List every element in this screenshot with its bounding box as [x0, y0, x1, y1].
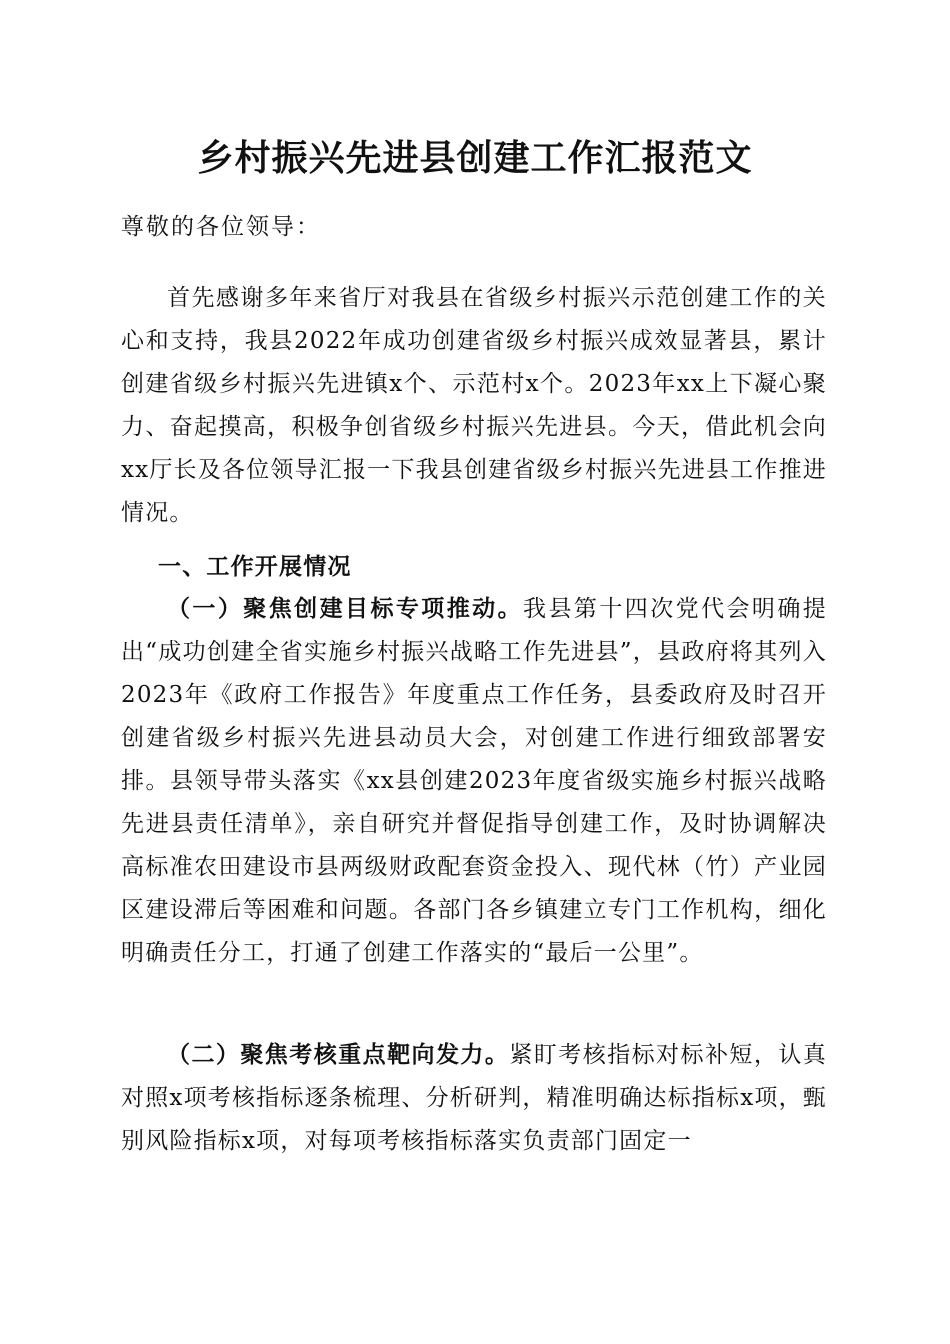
subsection-body-2: 紧盯考核指标对标补短，认真对照x项考核指标逐条梳理、分析研判，精准明确达标指标x项，甄别风险指标x项，对每项考核指标落实负责部门固定一: [121, 1042, 827, 1154]
salutation: 尊敬的各位领导：: [121, 214, 321, 240]
subsection-lead-1: （一）聚焦创建目标专项推动。: [167, 595, 524, 622]
subsection-body-1: 我县第十四次党代会明确提出“成功创建全省实施乡村振兴战略工作先进县”，县政府将其列入2023年《政府工作报告》年度重点工作任务，县委政府及时召开创建省级乡村振兴先进县动员大会，对创建工作进行细致部署安排。县领导带头落实《xx县创建2023年度省级实施乡村振兴战略先进县责任清单》，亲自研究并督促指导创建工作，及时协调解决高标准农田建设市县两级财政配套资金投入、现代林（竹）产业园区建设滞后等困难和问题。各部门各乡镇建立专门工作机构，细化明确责任分工，打通了创建工作落实的“最后一公里”。: [121, 596, 827, 966]
intro-paragraph: 首先感谢多年来省厅对我县在省级乡村振兴示范创建工作的关心和支持，我县2022年成功创建省级乡村振兴成效显著县，累计创建省级乡村振兴先进镇x个、示范村x个。2023年xx上下凝心聚力、奋起摸高，积极争创省级乡村振兴先进县。今天，借此机会向xx厅长及各位领导汇报一下我县创建省级乡村振兴先进县工作推进情况。: [121, 285, 827, 526]
subsection-lead-2: （二）聚焦考核重点靶向发力。: [167, 1041, 510, 1068]
section-heading-1: 一、工作开展情况: [158, 554, 352, 580]
subsection-paragraph-1: [121, 587, 827, 975]
document-title: 乡村振兴先进县创建工作汇报范文: [197, 137, 753, 179]
subsection-paragraph-2: [121, 1033, 827, 1163]
